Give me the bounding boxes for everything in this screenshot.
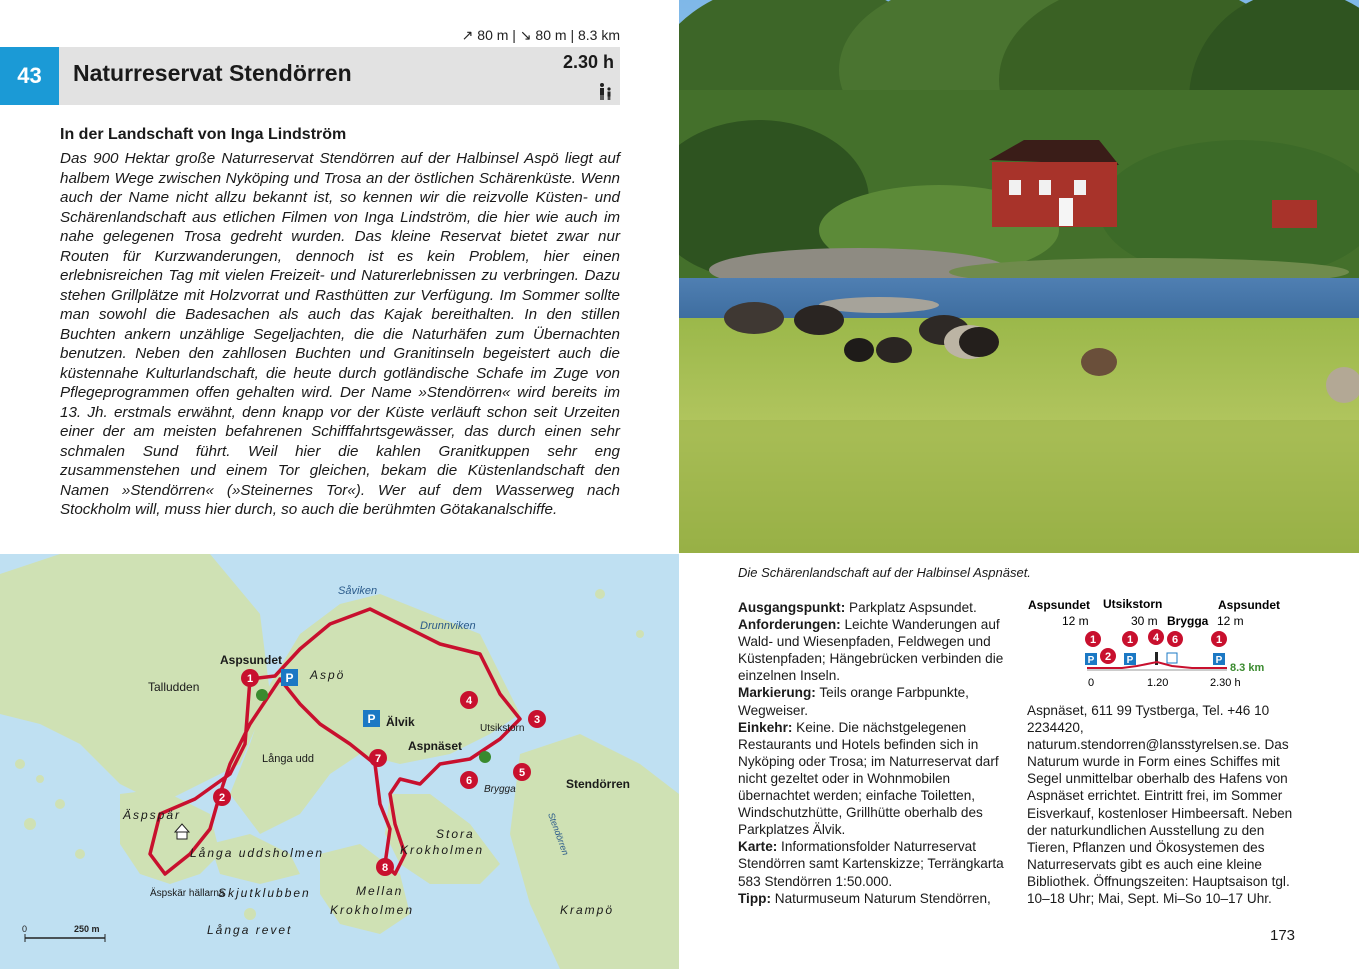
contact-text: Aspnäset, 611 99 Tystberga, Tel. +46 10 2234420, naturum.stendorren@lansstyrelsen.se. Das Naturum wurde in Form eines Schiffes mit Segel unmittelbar oberhalb des Hafens von Aspnäset errichtet. Eintritt frei, im Sommer Eisverkauf, kostenloser Himbeersaft. Neben der naturkundlichen Ausstellung zu den Tieren, Pflanzen und Ökosystemen des Naturreservats gibt es auch eine kleine Bibliothek. Öffnungszeiten: Hauptsaison tgl. 10–18 Uhr; Mai, Sept. Mi–So 10–17 Uhr. [1027,703,1293,907]
svg-text:4: 4 [465,695,473,707]
info-requirements: Anforderungen: Leichte Wanderungen auf Wald- und Wiesenpfaden, Feldwegen und Küstenpfaden; Hängebrücken verbinden die einzelnen Inseln. [738,617,1004,684]
elevation-profile [1027,596,1292,696]
map-waypoint-7 [369,749,387,767]
map-label-drunnviken: Drunnviken [420,620,476,632]
map-label-saviken: Såviken [338,585,378,597]
map-waypoint-2 [213,788,231,806]
map-waypoint-3 [528,710,546,728]
profile-end-alt: 12 m [1217,614,1244,628]
map-label-stendorren: Stendörren [566,777,631,791]
profile-start-label: Aspsundet [1028,598,1091,612]
profile-end-label: Aspsundet [1218,598,1281,612]
profile-time-mid: 1.20 [1147,677,1169,689]
map-label-krokholmen: Krokholmen [400,843,485,857]
profile-waypoint-4 [1148,629,1164,645]
intro-text: Das 900 Hektar große Naturreservat Stendörren auf der Halbinsel Aspö liegt auf halbem Wege zwischen Nyköping und Trosa an der östlichen Schärenküste. Wenn auch der Name nicht allzu bekannt ist, so kennen wir die reizvolle Küsten- und Schärenlandschaft aus etlichen Filmen von Inga Lindström, die hier wie auch im nahe gelegenen Trosa gedreht wurden. Das kleine Reservat bietet zwar nur Routen für Kurzwanderungen, dennoch ist es kein Problem, hier einen erlebnisreichen Tag mit vielen Freizeit- und Naturerlebnissen zu verbringen. Dazu stehen Grillplätze mit Holzvorrat und Rasthütten zur Verfügung. Im Sommer sollte man sowohl die Badesachen als auch das Kajak bereithalten. In den stillen Buchten ankern unzählige Segeljachten, die die Naturhäfen zum Übernachten benutzen. Neben den zahllosen Buchten und Granitinseln begeistert auch die küstennahe Kulturlandschaft, die heute durch gotländische Schafe im Zuge von Pflegeprogrammen offen gehalten wird. Der Name »Stendörren« wird bereits im 13. Jh. erstmals erwähnt, denn knapp vor der Küste verläuft schon seit Urzeiten einer der am meisten befahrenen Schifffahrtsgewässer, das durch einen sehr schmalen Sund führt. Weil hier die kahlen Granitkuppen sehr eng zusammenstehen und einem Tor gleichen, bekam die Küstenlandschaft den Namen »Stendörren« (»Steinernes Tor«). Wer auf dem Wasserweg nach Stockholm will, muss hier durch, so auch die berühmten Götakanalschiffe. [60,150,620,518]
page-title: Naturreservat Stendörren [73,60,352,86]
route-stats: ↗ 80 m | ↘ 80 m | 8.3 km [461,27,620,43]
route-number: 43 [0,47,59,105]
map-waypoint-4 [460,691,478,709]
svg-text:3: 3 [533,714,541,726]
intro-subhead: In der Landschaft von Inga Lindström [60,126,347,143]
svg-text:P: P [1087,655,1095,666]
profile-time-0: 0 [1088,677,1095,689]
svg-text:P: P [367,712,376,726]
svg-text:2: 2 [218,792,226,804]
svg-text:1: 1 [1215,634,1223,646]
info-food: Einkehr: Keine. Die nächstgelegenen Restaurants und Hotels befinden sich in Nyköping oder Trosa; im Naturreservat darf nicht gezeltet oder in Wohnmobilen übernachtet werden; einfache Toiletten, Windschutzhütte, Grillhütte oberhalb des Parkplatzes Älvik. [738,719,999,838]
map-waypoint-6 [460,771,478,789]
profile-peak-alt: 30 m [1131,614,1158,628]
profile-brygga-label: Brygga [1167,614,1209,628]
svg-text:6: 6 [465,775,473,787]
svg-text:4: 4 [1152,632,1160,644]
map-label-mellan-krokholmen: Krokholmen [330,903,415,917]
svg-text:P: P [1126,655,1134,666]
profile-start-alt: 12 m [1062,614,1089,628]
svg-text:5: 5 [518,767,526,779]
map-waypoint-8 [376,858,394,876]
svg-text:P: P [1215,655,1223,666]
profile-parking-mid [1124,653,1136,666]
map-label-langa-udd: Långa udd [262,753,314,765]
svg-text:7: 7 [374,753,382,765]
map-label-brygga: Brygga [484,784,516,795]
profile-time-end: 2.30 h [1210,677,1241,689]
map-label-mellan: Mellan [356,884,404,898]
tour-info [738,599,1013,907]
svg-text:2: 2 [1104,651,1112,663]
profile-waypoint-6 [1167,631,1183,647]
profile-distance: 8.3 km [1230,662,1265,674]
map-label-stora: Stora [436,827,475,841]
family-icon [596,82,614,100]
map-label-krampo: Krampö [560,903,615,917]
info-map: Karte: Informationsfolder Naturreservat Stendörren samt Kartenskizze; Terrängkarta 583 Stendörren 1:50.000. [738,839,1004,889]
profile-waypoint-1b [1122,631,1138,647]
map-label-aspo: Aspö [310,668,346,682]
map-info-icon-2 [479,751,491,763]
svg-text:P: P [285,671,294,685]
map-label-langa-uddsholmen: Långa uddsholmen [190,846,325,860]
info-tip: Tipp: Naturmuseum Naturum Stendörren, [738,890,991,906]
map-waypoint-5 [513,763,531,781]
svg-text:1: 1 [1126,634,1134,646]
map-waypoint-1 [241,669,259,687]
svg-text:250 m: 250 m [74,924,100,934]
map-parking-alvik [363,710,380,727]
profile-parking-end [1213,653,1225,666]
map-label-skjutklubben: Skjutklubben [218,886,311,900]
info-marking: Markierung: Teils orange Farbpunkte, Wegweiser. [738,685,969,718]
map-label-utsikstorn: Utsikstorn [480,723,525,734]
profile-peak-label: Utsikstorn [1103,597,1163,611]
profile-waypoint-1 [1085,631,1101,647]
map-parking-aspsundet [281,669,298,686]
route-duration: 2.30 h [562,52,614,72]
svg-text:6: 6 [1171,634,1179,646]
svg-text:1: 1 [246,673,254,685]
info-start: Ausgangspunkt: Parkplatz Aspsundet. [738,600,977,615]
svg-text:8: 8 [381,862,389,874]
map-label-aspskar: Äspskär hällarna [150,888,225,899]
map-info-icon [256,689,268,701]
map-label-langa-revet: Långa revet [207,923,293,937]
photo-caption: Die Schärenlandschaft auf der Halbinsel Aspnäset. [738,565,1031,580]
map-label-aspnaset: Aspnäset [408,739,463,753]
map-label-aspsundet: Aspsundet [220,653,283,667]
route-map [0,554,679,969]
svg-text:1: 1 [1089,634,1097,646]
profile-parking-start [1085,653,1097,666]
profile-waypoint-1c [1211,631,1227,647]
profile-waypoint-2 [1100,648,1116,664]
page-number: 173 [1270,927,1296,944]
map-label-alvik: Älvik [386,715,415,729]
landscape-photo [679,0,1359,553]
profile-boat-icon [1167,653,1177,663]
map-label-stendorren-sund: Stendörren [546,811,571,857]
svg-text:0: 0 [22,924,28,934]
map-label-talludden: Talludden [148,680,200,694]
map-label-aspspar: Äspspär [123,808,182,822]
